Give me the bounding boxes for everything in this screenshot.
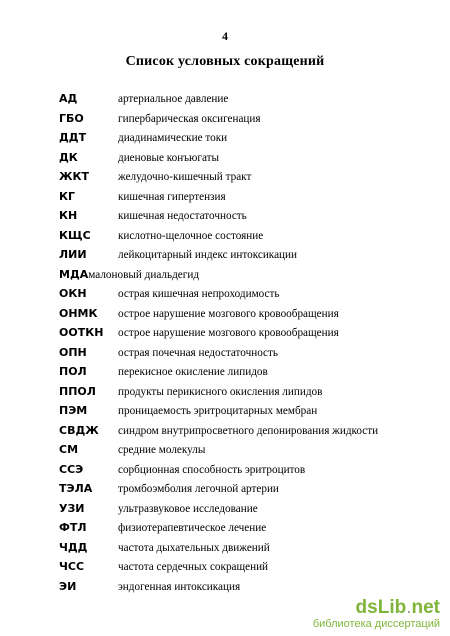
abbreviation-definition: сорбционная способность эритроцитов — [118, 463, 306, 476]
abbreviation-term: ОНМК — [59, 306, 98, 320]
list-item — [0, 385, 450, 405]
list-item — [0, 209, 450, 229]
list-item — [0, 307, 450, 327]
abbreviation-term: ССЭ — [59, 462, 84, 476]
abbreviation-term: ЧСС — [59, 560, 85, 573]
abbreviation-term: ТЭЛА — [59, 482, 93, 495]
abbreviation-term: КЩС — [59, 228, 91, 242]
list-item — [0, 248, 450, 268]
abbreviation-definition: кишечная гипертензия — [118, 190, 226, 203]
abbreviation-definition: перекисное окисление липидов — [118, 366, 268, 378]
watermark-logo — [313, 598, 440, 618]
list-item — [0, 92, 450, 112]
abbreviation-term: ООТКН — [59, 326, 104, 339]
abbreviation-term: ФТЛ — [59, 521, 87, 534]
abbreviation-term: МДА — [59, 267, 89, 281]
abbreviation-term: КГ — [59, 189, 76, 203]
page-title: Список условных сокращений — [125, 54, 325, 69]
abbreviation-definition: физиотерапевтическое лечение — [118, 522, 267, 534]
abbreviation-term: УЗИ — [59, 501, 85, 515]
abbreviation-definition: желудочно-кишечный тракт — [118, 171, 252, 183]
abbreviation-term: ГБО — [59, 111, 84, 125]
watermark[interactable] — [313, 598, 440, 630]
abbreviation-term: СМ — [59, 443, 79, 456]
abbreviation-definition: ультразвуковое исследование — [118, 502, 258, 515]
abbreviation-term: СВДЖ — [59, 423, 99, 437]
abbreviation-definition: острое нарушение мозгового кровообращения — [118, 327, 339, 339]
abbreviation-term: ЖКТ — [59, 170, 89, 183]
list-item — [0, 463, 450, 483]
list-item — [0, 268, 450, 288]
list-item — [0, 151, 450, 171]
abbreviation-term: ОКН — [59, 287, 87, 300]
abbreviation-definition: частота дыхательных движений — [118, 541, 270, 554]
abbreviation-term: ПЭМ — [59, 404, 88, 417]
abbreviation-definition: тромбоэмболия легочной артерии — [118, 483, 279, 495]
list-item — [0, 170, 450, 190]
list-item — [0, 521, 450, 541]
abbreviation-definition: частота сердечных сокращений — [118, 561, 269, 573]
list-item — [0, 346, 450, 366]
abbreviation-definition: малоновый диальдегид — [88, 268, 200, 281]
list-item — [0, 229, 450, 249]
abbreviation-definition: проницаемость эритроцитарных мембран — [118, 405, 318, 417]
abbreviation-definition: острая почечная недостаточность — [118, 346, 279, 359]
abbreviation-definition: синдром внутрипросветного депонирования жидкости — [118, 424, 379, 437]
watermark-subtitle: библиотека диссертаций — [312, 618, 440, 630]
abbreviation-term: ОПН — [59, 345, 87, 359]
list-item — [0, 560, 450, 580]
list-item — [0, 443, 450, 463]
list-item — [0, 112, 450, 132]
abbreviation-term: ПОЛ — [59, 365, 87, 378]
abbreviation-definition: артериальное давление — [118, 93, 229, 105]
abbreviation-list — [0, 92, 450, 599]
abbreviation-definition: кишечная недостаточность — [118, 210, 247, 222]
list-item — [0, 131, 450, 151]
abbreviation-term: КН — [59, 209, 78, 222]
abbreviation-term: АД — [59, 92, 78, 105]
watermark-logo-dot: . — [406, 597, 412, 618]
abbreviation-term: ЛИИ — [59, 248, 87, 261]
abbreviation-definition: эндогенная интоксикация — [118, 580, 241, 593]
abbreviation-definition: гипербарическая оксигенация — [118, 112, 261, 125]
abbreviation-definition: лейкоцитарный индекс интоксикации — [118, 249, 298, 261]
list-item — [0, 404, 450, 424]
list-item — [0, 541, 450, 561]
abbreviation-definition: кислотно-щелочное состояние — [118, 229, 264, 242]
abbreviation-term: ЧДД — [59, 540, 88, 554]
watermark-logo-main: dsLib — [355, 597, 407, 618]
abbreviation-definition: средние молекулы — [118, 444, 206, 456]
abbreviation-definition: диеновые конъюгаты — [118, 151, 220, 164]
list-item — [0, 424, 450, 444]
abbreviation-definition: острое нарушение мозгового кровообращения — [118, 307, 339, 320]
abbreviation-definition: острая кишечная непроходимость — [118, 288, 280, 300]
list-item — [0, 365, 450, 385]
page-number: 4 — [222, 29, 228, 43]
abbreviation-definition: продукты перикисного окисления липидов — [118, 385, 323, 398]
abbreviation-definition: диадинамические токи — [118, 132, 228, 144]
list-item — [0, 287, 450, 307]
watermark-logo-tld: net — [411, 597, 440, 618]
abbreviation-term: ППОЛ — [59, 384, 96, 398]
list-item — [0, 482, 450, 502]
abbreviation-term: ДДТ — [59, 131, 87, 144]
abbreviation-term: ДК — [59, 150, 78, 164]
abbreviation-term: ЭИ — [59, 579, 77, 593]
list-item — [0, 190, 450, 210]
list-item — [0, 502, 450, 522]
list-item — [0, 326, 450, 346]
